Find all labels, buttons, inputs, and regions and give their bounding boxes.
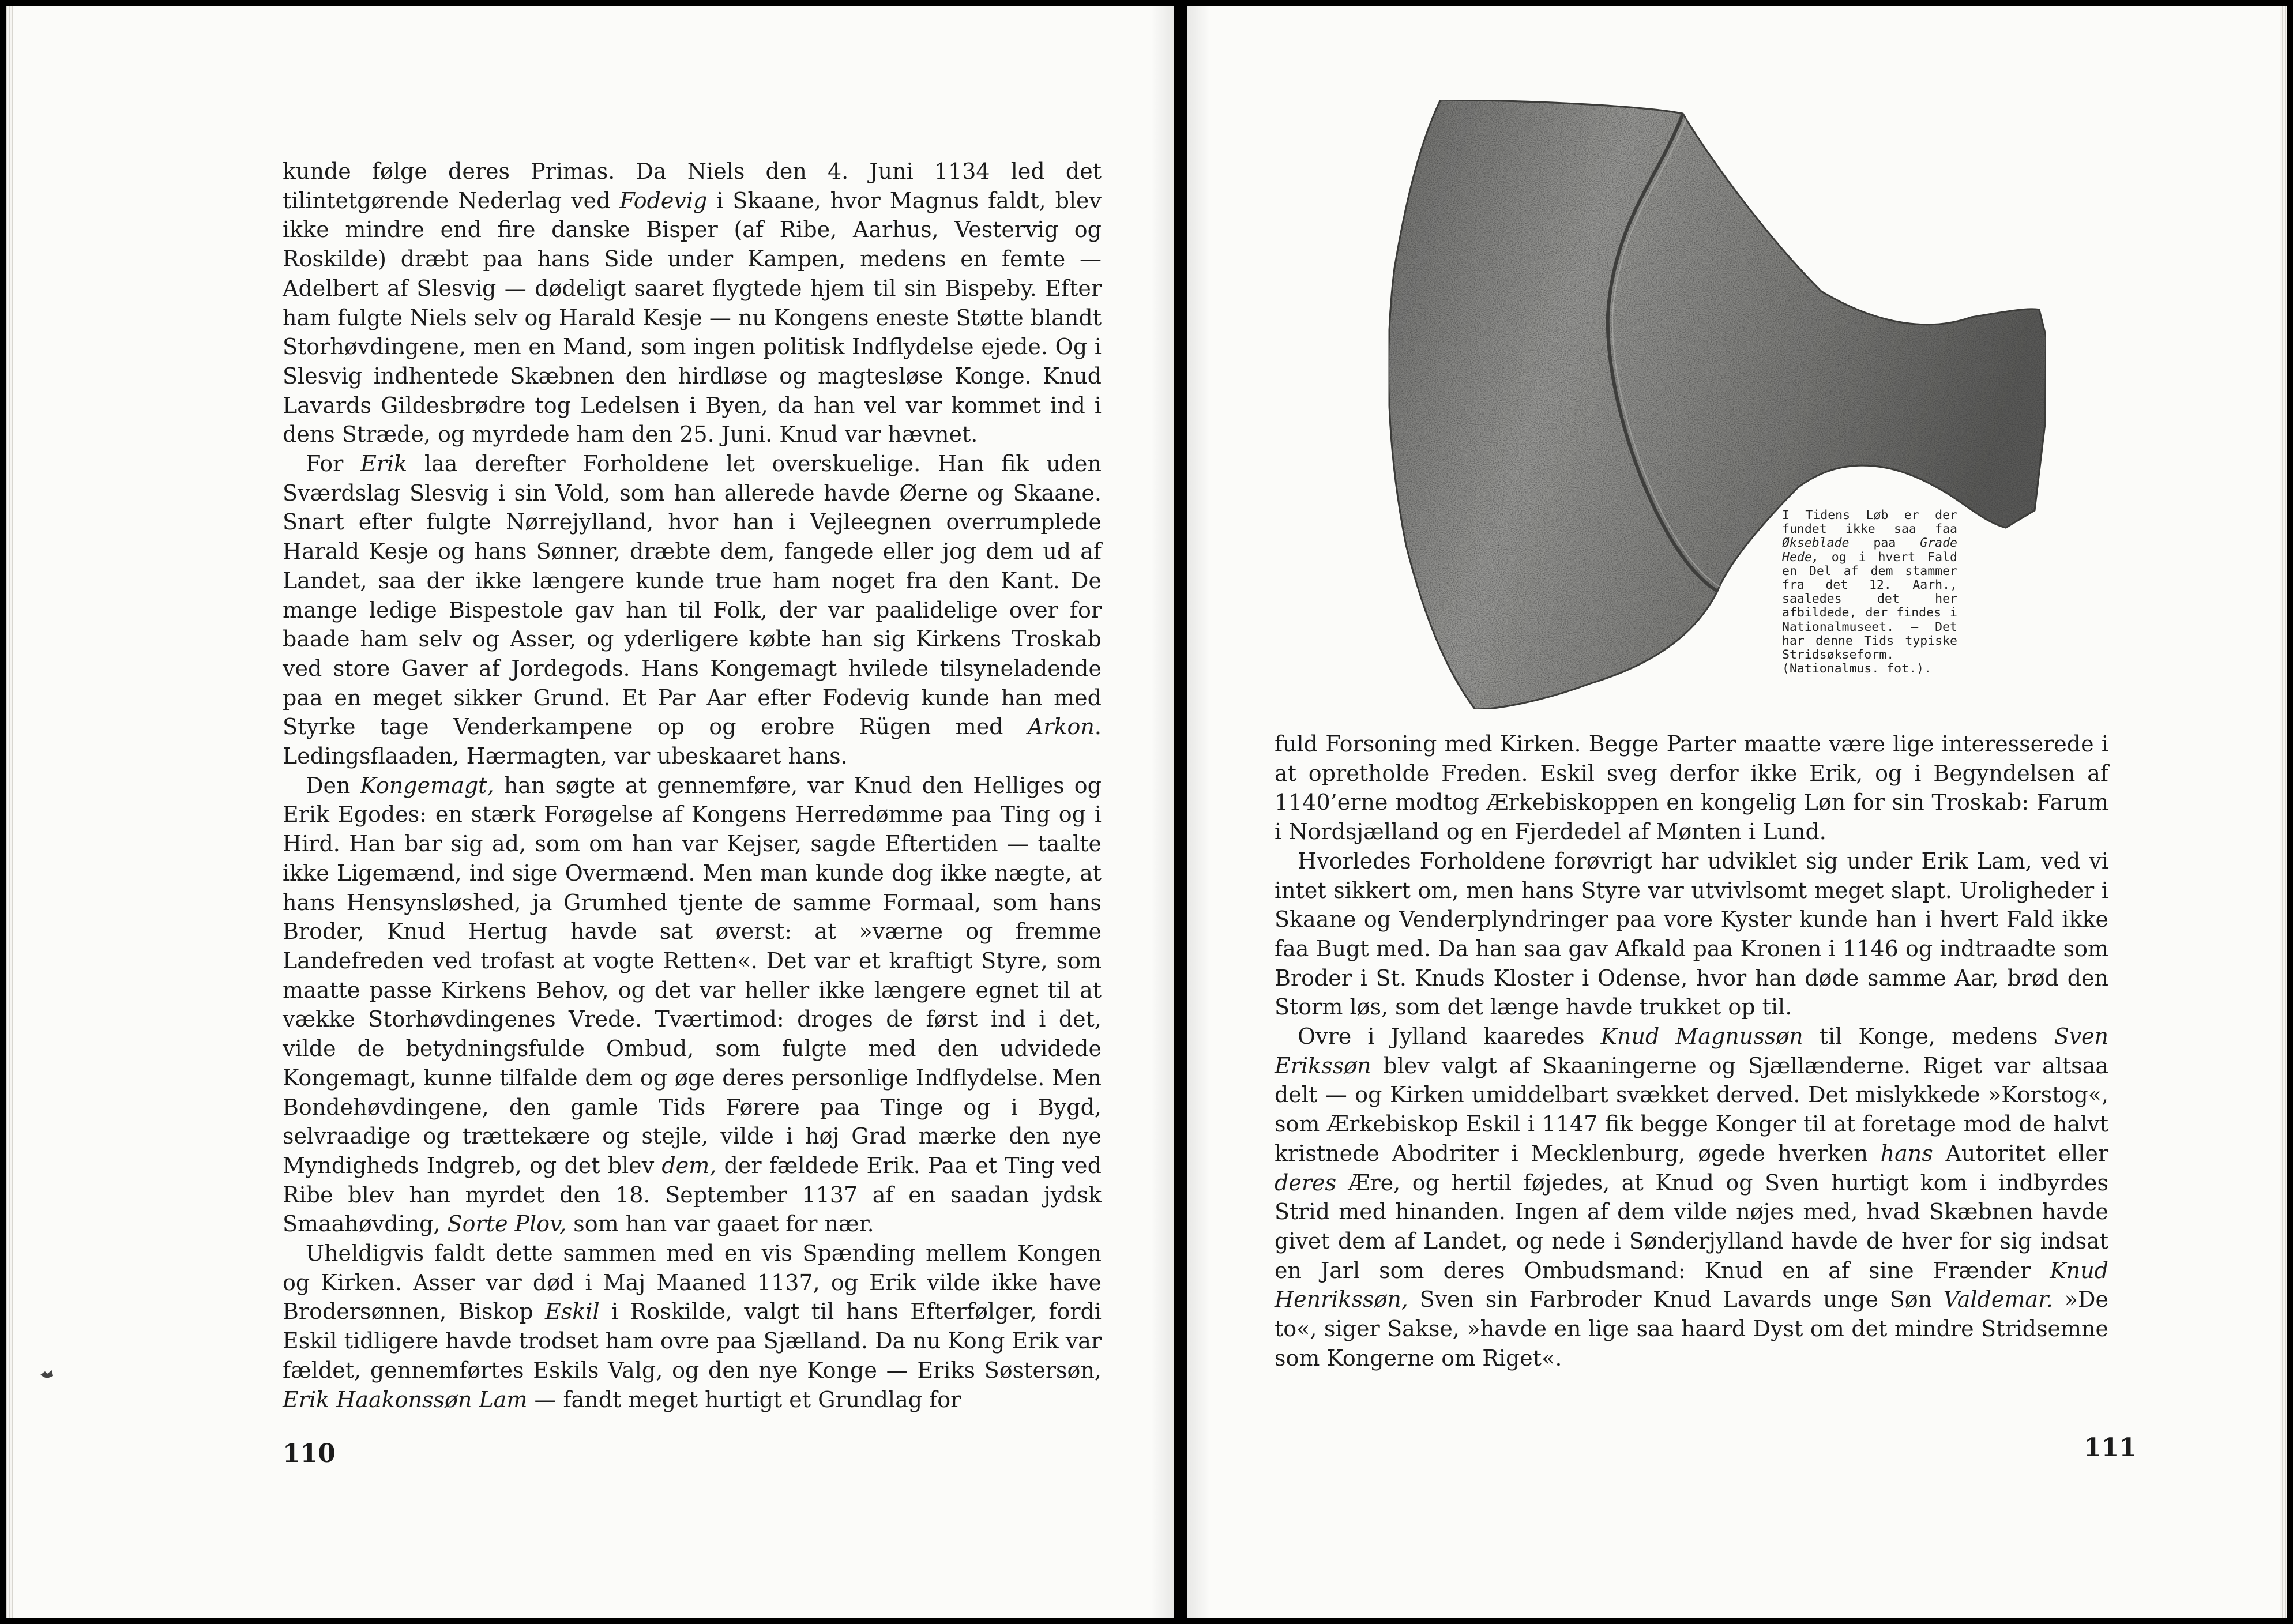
paragraph: kunde følge deres Primas. Da Niels den 4. Juni 1134 led det tilintetgørende Nederlag ved Fodevig i Skaane, hvor Magnus faldt, blev ikke mindre end fire danske Bisper (af Ribe, Aarhus, Vestervig og Roskilde) dræbt paa hans Side under Kampen, medens en femte — Adelbert af Slesvig — dødeligt saaret flygtede hjem til sin Bispeby. Efter ham fulgte Niels selv og Harald Kesje — nu Kongens eneste Støtte blandt Storhøvdingene, men en Mand, som ingen politisk Indflydelse ejede. Og i Slesvig indhentede Skæbnen den hirdløse og magtesløse Konge. Knud Lavards Gildesbrødre tog Ledelsen i Byen, da han vel var kommet ind i dens Stræde, og myrdede ham den 25. Juni. Knud var hævnet. — [283, 159, 1102, 448]
gutter-shadow — [1187, 6, 1210, 1618]
figure-caption: I Tidens Løb er der fundet ikke saa faa Økseblade paa Grade Hede, og i hvert Fald en Del af dem stammer fra det 12. Aarh., saaledes det her afbildede, der findes i Nationalmuseet. — Det har denne Tids typiske Stridsøkseform. (Nationalmus. fot.). — [1782, 508, 1957, 676]
ink-mark-icon — [39, 1368, 54, 1381]
left-page — [6, 6, 1174, 1618]
paragraph: Den Kongemagt, han søgte at gennemføre, var Knud den Helliges og Erik Egodes: en stærk Forøgelse af Kongens Herredømme paa Ting og i Hird. Han bar sig ad, som om han var Kejser, sagde Eftertiden — taalte ikke Ligemænd, ind sige Overmænd. Men man kunde dog ikke nægte, at hans Hensynsløshed, ja Grumhed tjente de samme Formaal, som hans Broder, Knud Hertug havde sat øverst: at »værne og fremme Landefreden ved trofast at vogte Retten«. Det var et kraftigt Styre, som maatte passe Kirkens Behov, og det var heller ikke længere egnet til at vække Storhøvdingenes Vrede. Tværtimod: droges de først ind i det, vilde de betydningsfulde Ombud, som fulgte med den udvidede Kongemagt, kunne tilfalde dem og øge deres personlige Indflydelse. Men Bondehøvdingene, den gamle Tids Førere paa Tinge og i Bygd, selvraadige og trættekære og stejle, vilde i høj Grad mærke den nye Myndigheds Indgreb, og det blev dem, der fældede Erik. Paa et Ting ved Ribe blev han myrdet den 18. September 1137 af en saadan jydsk Smaahøvding, Sorte Plov, som han var gaaet for nær. — [283, 772, 1102, 1237]
gutter-shadow — [1151, 6, 1174, 1618]
page-edge-stack — [6, 6, 13, 1618]
paragraph: Hvorledes Forholdene forøvrigt har udviklet sig under Erik Lam, ved vi intet sikkert om, men hans Styre var utvivlsomt meget slapt. Uroligheder i Skaane og Venderplyndringer paa vore Kyster kunde han i hvert Fald ikke faa Bugt med. Da han saa gav Afkald paa Kronen i 1146 og indtraadte som Broder i St. Knuds Kloster i Odense, hvor han døde samme Aar, brød den Storm løs, som det længe havde trukket op til. — [1275, 848, 2108, 1020]
right-page — [1187, 6, 2287, 1618]
axe-head-photo-icon — [1360, 84, 2072, 730]
paragraph: Uheldigvis faldt dette sammen med en vis Spænding mellem Kongen og Kirken. Asser var død i Maj Maaned 1137, og Erik vilde ikke have Brodersønnen, Biskop Eskil i Roskilde, valgt til hans Efterfølger, fordi Eskil tidligere havde trodset ham ovre paa Sjælland. Da nu Kong Erik var fældet, gennemførtes Eskils Valg, og den nye Konge — Eriks Søstersøn, Erik Haakonssøn Lam — fandt meget hurtigt et Grundlag for — [283, 1240, 1102, 1412]
page-number: 111 — [2084, 1433, 2137, 1463]
right-body-text — [1275, 730, 2108, 1373]
paragraph: fuld Forsoning med Kirken. Begge Parter maatte være lige interesserede i at opretholde Freden. Eskil sveg derfor ikke Erik, og i Begyndelsen af 1140’erne modtog Ærkebiskoppen en kongelig Løn for sin Troskab: Farum i Nordsjælland og en Fjerdedel af Mønten i Lund. — [1275, 731, 2108, 845]
left-body-text — [283, 157, 1102, 1414]
paragraph: Ovre i Jylland kaaredes Knud Magnussøn til Konge, medens Sven Erikssøn blev valgt af Skaaningerne og Sjællænderne. Riget var altsaa delt — og Kirken umiddelbart svækket derved. Det mislykkede »Korstog«, som Ærkebiskop Eskil i 1147 fik begge Konger til at foretage mod de halvt kristnede Abodriter i Mecklenburg, øgede hverken hans Autoritet eller deres Ære, og hertil føjedes, at Knud og Sven hurtigt kom i indbyrdes Strid med hinanden. Ingen af dem vilde nøjes med, hvad Skæbnen havde givet dem af Landet, og nede i Sønderjylland havde de hver for sig indsat en Jarl som deres Ombudsmand: Knud en af sine Frænder Knud Henrikssøn, Sven sin Farbroder Knud Lavards unge Søn Valdemar. »De to«, siger Sakse, »havde en lige saa haard Dyst om det mindre Stridsemne som Kongerne om Riget«. — [1275, 1024, 2108, 1371]
page-edge-stack — [2280, 6, 2287, 1618]
page-number: 110 — [283, 1439, 336, 1468]
paragraph: For Erik laa derefter Forholdene let overskuelige. Han fik uden Sværdslag Slesvig i sin Vold, som han allerede havde Øerne og Skaane. Snart efter fulgte Nørrejylland, hvor han i Vejleegnen overrumplede Harald Kesje og hans Sønner, dræbte dem, fangede eller jog dem ud af Landet, saa der ikke længere kunde true ham noget fra den Kant. De mange ledige Bispestole gav han til Folk, der var paalidelige over for baade ham selv og Asser, og yderligere købte han sig Kirkens Troskab ved store Gaver af Jordegods. Hans Kongemagt hvilede tilsyneladende paa en meget sikker Grund. Et Par Aar efter Fodevig kunde han med Styrke tage Venderkampene op og erobre Rügen med Arkon. Ledingsflaaden, Hærmagten, var ubeskaaret hans. — [283, 451, 1102, 769]
